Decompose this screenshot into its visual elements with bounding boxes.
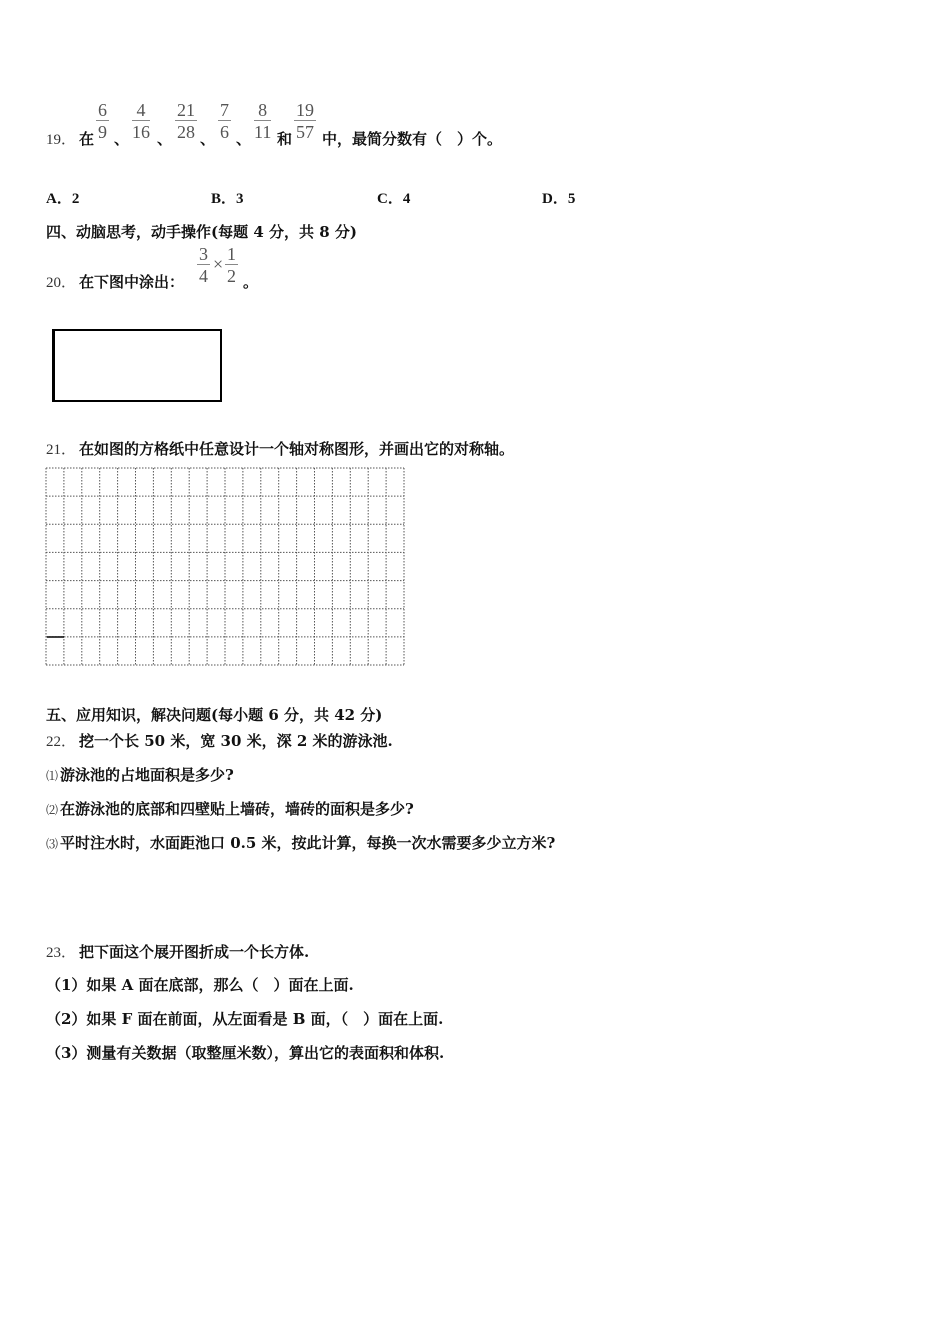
fraction bbox=[197, 244, 210, 287]
question-text: 在下图中涂出： bbox=[79, 273, 185, 291]
separator: 、 bbox=[157, 130, 173, 148]
numerator: 6 bbox=[98, 100, 107, 120]
numerator: 7 bbox=[220, 100, 229, 120]
denominator: 16 bbox=[132, 122, 150, 142]
numerator: 4 bbox=[132, 100, 150, 121]
sub-question: （1）如果 A 面在底部，那么（ ）面在上面. bbox=[46, 976, 354, 994]
shading-rectangle[interactable] bbox=[52, 329, 222, 402]
option-c[interactable]: C．4 bbox=[377, 191, 411, 207]
question-ending: 中，最简分数有（ ）个。 bbox=[322, 130, 503, 148]
section-title: 五、应用知识，解决问题(每小题 6 分，共 42 分) bbox=[46, 706, 383, 724]
question-number: 20． bbox=[46, 275, 77, 291]
denominator: 4 bbox=[199, 266, 208, 286]
denominator: 57 bbox=[296, 122, 314, 142]
denominator: 2 bbox=[227, 266, 236, 286]
option-b[interactable]: B．3 bbox=[211, 191, 244, 207]
denominator: 11 bbox=[254, 122, 272, 142]
grid-paper[interactable] bbox=[44, 465, 408, 668]
fraction bbox=[132, 100, 150, 143]
period: 。 bbox=[243, 273, 259, 291]
fraction bbox=[225, 244, 238, 287]
option-a[interactable]: A．2 bbox=[46, 191, 80, 207]
fraction bbox=[218, 100, 231, 143]
sub-question bbox=[46, 798, 414, 819]
fraction bbox=[254, 100, 271, 143]
question-text: 挖一个长 50 米，宽 30 米，深 2 米的游泳池. bbox=[79, 732, 393, 750]
denominator: 6 bbox=[220, 122, 229, 142]
numerator: 8 bbox=[254, 100, 271, 121]
sub-mark: ⑴ bbox=[46, 769, 59, 783]
numerator: 3 bbox=[199, 244, 208, 264]
sub-text: 游泳池的占地面积是多少? bbox=[60, 766, 234, 784]
numerator: 19 bbox=[296, 100, 314, 120]
question-number: 23． bbox=[46, 945, 77, 961]
option-d[interactable]: D．5 bbox=[542, 191, 576, 207]
fraction bbox=[294, 100, 316, 143]
denominator: 28 bbox=[177, 122, 195, 142]
section-title: 四、动脑思考，动手操作(每题 4 分，共 8 分) bbox=[46, 223, 357, 241]
separator: 、 bbox=[200, 130, 216, 148]
question-number: 19． bbox=[46, 132, 77, 148]
question-text: 把下面这个展开图折成一个长方体. bbox=[79, 943, 310, 961]
conjunction: 和 bbox=[277, 130, 293, 148]
sub-question: （2）如果 F 面在前面，从左面看是 B 面，（ ）面在上面. bbox=[46, 1010, 444, 1028]
question-text: 在如图的方格纸中任意设计一个轴对称图形，并画出它的对称轴。 bbox=[79, 440, 515, 458]
sub-mark: ⑵ bbox=[46, 803, 59, 817]
sub-question: （3）测量有关数据（取整厘米数），算出它的表面积和体积. bbox=[46, 1044, 445, 1062]
sub-question bbox=[46, 832, 555, 853]
fraction bbox=[175, 100, 197, 143]
separator: 、 bbox=[236, 130, 252, 148]
times-sign: × bbox=[213, 254, 224, 274]
sub-text: 在游泳池的底部和四壁贴上墙砖，墙砖的面积是多少? bbox=[60, 800, 414, 818]
question-intro: 在 bbox=[79, 130, 95, 148]
separator: 、 bbox=[114, 130, 130, 148]
numerator: 1 bbox=[227, 244, 236, 264]
sub-text: 平时注水时，水面距池口 0.5 米，按此计算，每换一次水需要多少立方米? bbox=[60, 834, 556, 852]
denominator: 9 bbox=[98, 122, 107, 142]
numerator: 21 bbox=[177, 100, 195, 120]
sub-mark: ⑶ bbox=[46, 837, 59, 851]
question-number: 21． bbox=[46, 442, 77, 458]
question-number: 22． bbox=[46, 734, 77, 750]
sub-question bbox=[46, 764, 234, 785]
fraction bbox=[96, 100, 109, 143]
